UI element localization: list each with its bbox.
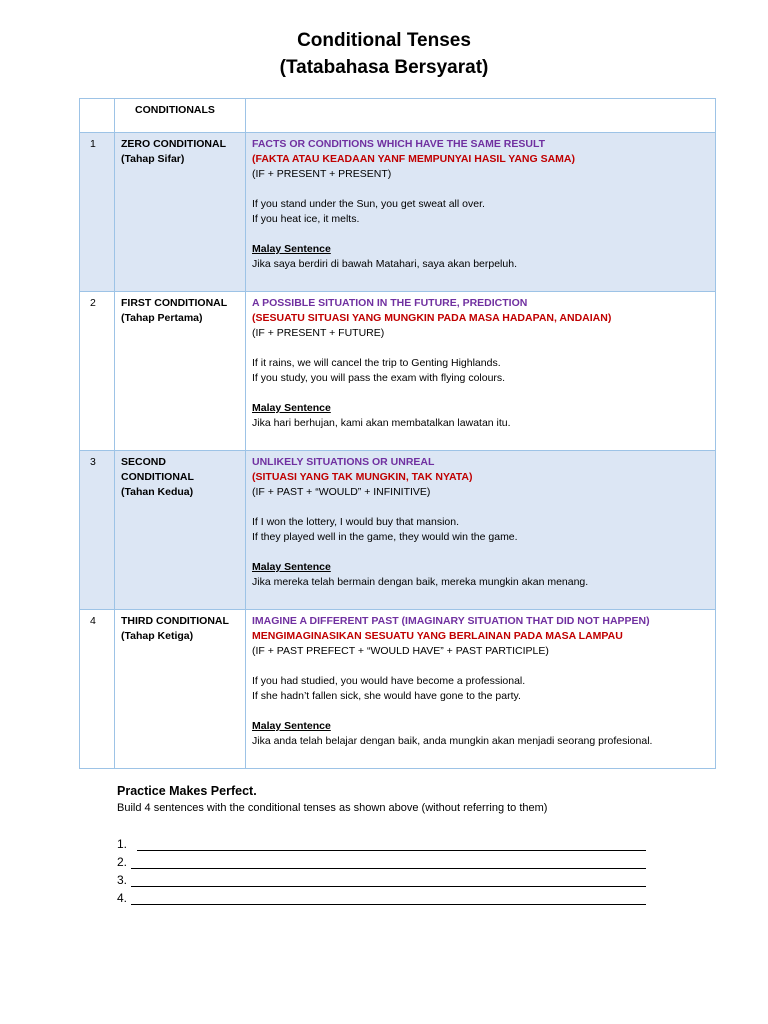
answer-line-number: 3.	[117, 873, 128, 887]
conditional-name-ms: (Tahap Sifar)	[121, 153, 185, 165]
row-number: 4	[80, 610, 115, 769]
heading-ms: (SITUASI YANG TAK MUNGKIN, TAK NYATA)	[252, 471, 473, 483]
conditional-name-en: FIRST CONDITIONAL	[121, 297, 228, 309]
header-desc-cell	[246, 99, 716, 133]
header-num-cell	[80, 99, 115, 133]
conditional-desc-cell	[246, 133, 716, 292]
table-header-row	[80, 99, 716, 133]
malay-sentence: Jika saya berdiri di bawah Matahari, saya akan berpeluh.	[252, 258, 517, 270]
conditional-name-ms: (Tahap Pertama)	[121, 312, 203, 324]
malay-sentence-label: Malay Sentence	[252, 243, 331, 255]
header-conditionals-cell	[115, 99, 246, 133]
answer-blank[interactable]	[131, 873, 646, 887]
example-sentence: If she hadn’t fallen sick, she would have gone to the party.	[252, 690, 521, 702]
conditional-name-cell	[115, 133, 246, 292]
practice-instruction: Build 4 sentences with the conditional tenses as shown above (without referring to them)	[117, 802, 548, 814]
heading-ms: (FAKTA ATAU KEADAAN YANF MEMPUNYAI HASIL YANG SAMA)	[252, 153, 575, 165]
example-sentence: If you study, you will pass the exam with flying colours.	[252, 372, 506, 384]
example-sentence: If I won the lottery, I would buy that mansion.	[252, 516, 459, 528]
formula: (IF + PRESENT + FUTURE)	[252, 327, 385, 339]
conditional-name-ms: (Tahan Kedua)	[121, 486, 194, 498]
example-sentence: If you heat ice, it melts.	[252, 213, 360, 225]
conditional-name-en: THIRD CONDITIONAL	[121, 615, 229, 627]
formula: (IF + PAST + “WOULD” + INFINITIVE)	[252, 486, 431, 498]
answer-line-number: 2.	[117, 855, 128, 869]
practice-title: Practice Makes Perfect.	[117, 784, 257, 798]
conditional-desc-cell	[246, 292, 716, 451]
answer-line[interactable]	[117, 887, 717, 905]
header-conditionals-label: CONDITIONALS	[135, 104, 215, 116]
formula: (IF + PAST PREFECT + “WOULD HAVE” + PAST PARTICIPLE)	[252, 645, 549, 657]
practice-section	[117, 783, 717, 905]
row-number: 2	[80, 292, 115, 451]
example-sentence: If they played well in the game, they would win the game.	[252, 531, 518, 543]
example-sentence: If you had studied, you would have become a professional.	[252, 675, 526, 687]
table-row	[80, 610, 716, 769]
answer-line[interactable]	[117, 851, 717, 869]
answer-line-number: 4.	[117, 891, 128, 905]
heading-en: UNLIKELY SITUATIONS OR UNREAL	[252, 456, 435, 468]
answer-blank[interactable]	[131, 891, 646, 905]
answer-blank[interactable]	[137, 837, 646, 851]
conditional-name-cell	[115, 451, 246, 610]
conditionals-table	[79, 98, 716, 769]
heading-ms: MENGIMAGINASIKAN SESUATU YANG BERLAINAN PADA MASA LAMPAU	[252, 630, 623, 642]
conditional-desc-cell	[246, 451, 716, 610]
conditional-name-en: ZERO CONDITIONAL	[121, 138, 226, 150]
row-number: 1	[80, 133, 115, 292]
example-sentence: If it rains, we will cancel the trip to Genting Highlands.	[252, 357, 501, 369]
malay-sentence: Jika hari berhujan, kami akan membatalkan lawatan itu.	[252, 417, 511, 429]
table-row	[80, 451, 716, 610]
conditional-name-en: SECOND CONDITIONAL	[121, 456, 194, 483]
answer-lines	[117, 833, 717, 905]
formula: (IF + PRESENT + PRESENT)	[252, 168, 392, 180]
heading-en: A POSSIBLE SITUATION IN THE FUTURE, PREDICTION	[252, 297, 528, 309]
answer-line[interactable]	[117, 833, 717, 851]
title-line-1: Conditional Tenses	[297, 30, 471, 51]
malay-sentence-label: Malay Sentence	[252, 561, 331, 573]
heading-en: FACTS OR CONDITIONS WHICH HAVE THE SAME RESULT	[252, 138, 546, 150]
conditional-name-ms: (Tahap Ketiga)	[121, 630, 194, 642]
title-line-2: (Tatabahasa Bersyarat)	[279, 57, 489, 78]
malay-sentence: Jika anda telah belajar dengan baik, anda mungkin akan menjadi seorang profesional.	[252, 735, 653, 747]
example-sentence: If you stand under the Sun, you get sweat all over.	[252, 198, 485, 210]
answer-blank[interactable]	[131, 855, 646, 869]
answer-line[interactable]	[117, 869, 717, 887]
row-number: 3	[80, 451, 115, 610]
conditional-desc-cell	[246, 610, 716, 769]
conditional-name-cell	[115, 610, 246, 769]
table-row	[80, 292, 716, 451]
conditional-name-cell	[115, 292, 246, 451]
malay-sentence-label: Malay Sentence	[252, 720, 331, 732]
answer-line-number: 1.	[117, 837, 128, 851]
page-title	[0, 27, 768, 81]
heading-ms: (SESUATU SITUASI YANG MUNGKIN PADA MASA HADAPAN, ANDAIAN)	[252, 312, 612, 324]
malay-sentence-label: Malay Sentence	[252, 402, 331, 414]
heading-en: IMAGINE A DIFFERENT PAST (IMAGINARY SITUATION THAT DID NOT HAPPEN)	[252, 615, 650, 627]
malay-sentence: Jika mereka telah bermain dengan baik, mereka mungkin akan menang.	[252, 576, 589, 588]
table-row	[80, 133, 716, 292]
